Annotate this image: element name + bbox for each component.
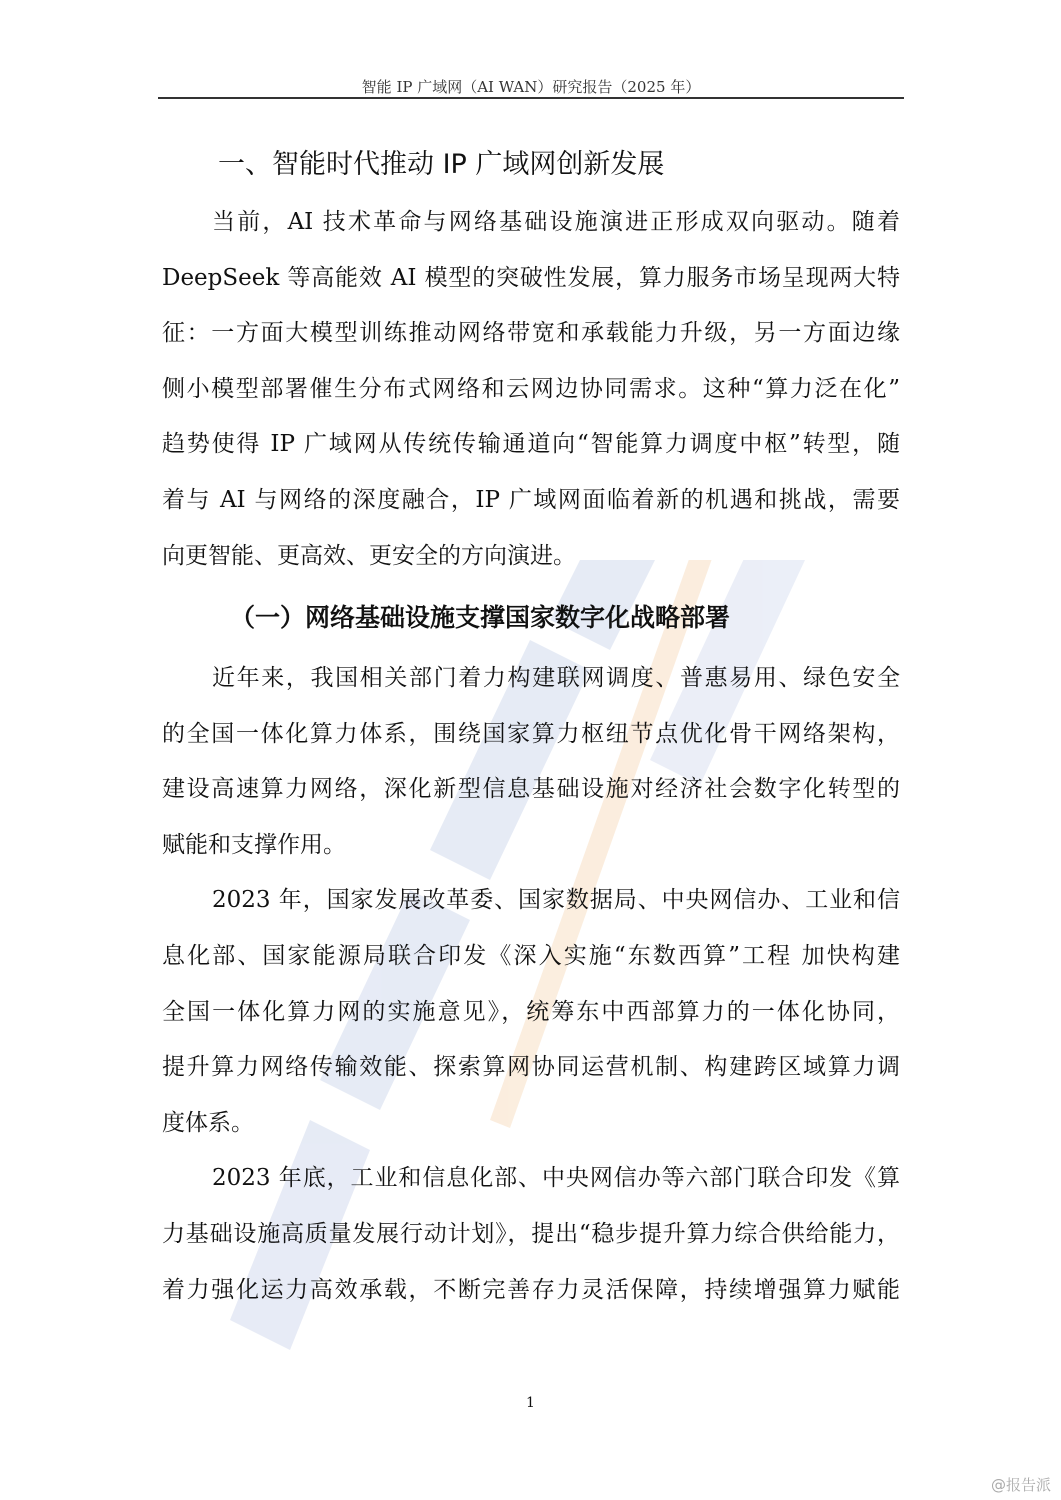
text-line: 近年来，我国相关部门着力构建联网调度、普惠易用、绿色安全 — [212, 665, 900, 691]
text-line: DeepSeek 等高能效 AI 模型的突破性发展，算力服务市场呈现两大特 — [162, 264, 900, 291]
text-line: 赋能和支撑作用。 — [162, 831, 346, 858]
text-line: 提升算力网络传输效能、探索算网协同运营机制、构建跨区域算力调 — [162, 1054, 900, 1081]
text-line: 建设高速算力网络，深化新型信息基础设施对经济社会数字化转型的 — [162, 776, 900, 803]
text-line: 度体系。 — [162, 1109, 254, 1136]
source-credit: @报告派 — [990, 1476, 1051, 1494]
text-line: 征：一方面大模型训练推动网络带宽和承载能力升级，另一方面边缘 — [162, 320, 900, 347]
text-line: 2023 年底，工业和信息化部、中央网信办等六部门联合印发《算 — [212, 1165, 900, 1192]
text-line: 2023 年，国家发展改革委、国家数据局、中央网信办、工业和信 — [212, 887, 900, 914]
text-line: 侧小模型部署催生分布式网络和云网边协同需求。这种“算力泛在化” — [162, 375, 900, 402]
text-line: 的全国一体化算力体系，围绕国家算力枢纽节点优化骨干网络架构， — [162, 720, 900, 747]
running-header: 智能 IP 广域网（AI WAN）研究报告（2025 年） — [361, 78, 701, 96]
text-line: 全国一体化算力网的实施意见》，统筹东中西部算力的一体化协同， — [162, 998, 900, 1025]
text-line: 力基础设施高质量发展行动计划》，提出“稳步提升算力综合供给能力， — [162, 1221, 900, 1247]
section-heading: 一、智能时代推动 IP 广域网创新发展 — [218, 149, 665, 180]
header-rule — [158, 97, 904, 99]
text-line: 当前，AI 技术革命与网络基础设施演进正形成双向驱动。随着 — [212, 209, 900, 235]
text-line: 着与 AI 与网络的深度融合，IP 广域网面临着新的机遇和挑战，需要 — [162, 487, 900, 513]
text-line: 向更智能、更高效、更安全的方向演进。 — [162, 542, 576, 569]
page-number: 1 — [526, 1395, 535, 1411]
subsection-heading: （一）网络基础设施支撑国家数字化战略部署 — [230, 603, 731, 632]
text-line: 趋势使得 IP 广域网从传统传输通道向“智能算力调度中枢”转型，随 — [162, 431, 900, 458]
text-line: 着力强化运力高效承载，不断完善存力灵活保障，持续增强算力赋能 — [162, 1276, 900, 1303]
text-line: 息化部、国家能源局联合印发《深入实施“东数西算”工程 加快构建 — [162, 943, 900, 969]
